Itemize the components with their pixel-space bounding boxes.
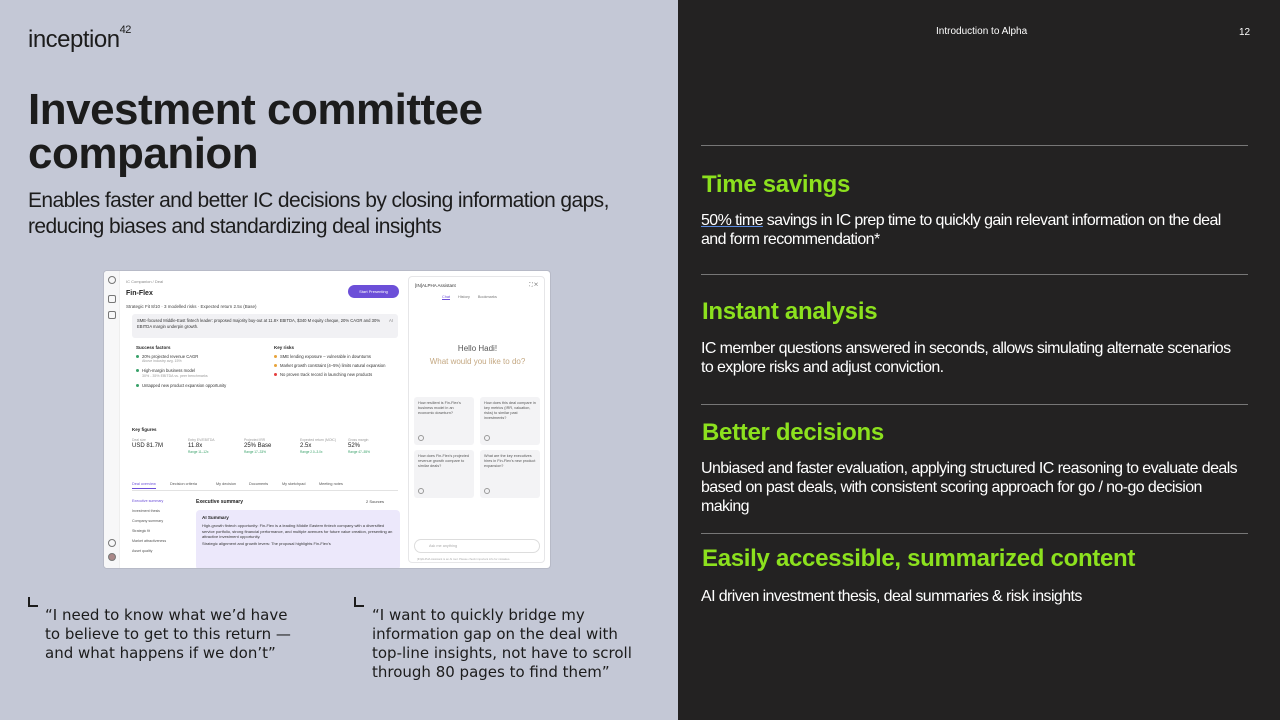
assistant-tabs <box>442 295 497 300</box>
assistant-greeting: Hello Hadi! <box>457 344 498 353</box>
quote-mark-icon <box>354 597 364 607</box>
key-figure <box>188 438 242 454</box>
better-decisions-body: Unbiased and faster evaluation, applying structured IC reasoning to evaluate deals based on past deals, with consistent scoring approach for go / no-go decision making <box>701 460 1238 515</box>
tab-documents[interactable]: Documents <box>249 482 269 486</box>
suggestion-card[interactable] <box>414 397 474 445</box>
tab-decision-criteria[interactable]: Decision criteria <box>170 482 198 486</box>
figure-label: Expected return (MOIC) <box>300 438 336 442</box>
app-logo-icon <box>108 276 116 284</box>
divider <box>701 533 1248 534</box>
nav-item-strategic-fit[interactable]: Strategic fit <box>132 529 150 533</box>
success-item <box>136 368 266 378</box>
time-savings-text: savings in IC prep time to quickly gain relevant information on the deal and form recommendation* <box>701 212 1221 248</box>
nav-item-asset-quality[interactable]: Asset quality <box>132 549 153 553</box>
key-figures-title: Key figures <box>132 427 157 432</box>
assistant-title: [IN]ALPHA Assistant <box>415 283 456 288</box>
user-avatar[interactable] <box>108 553 116 561</box>
key-figure <box>348 438 402 454</box>
arrow-icon <box>484 488 490 494</box>
app-sidebar-rail <box>104 271 120 568</box>
tab-chat[interactable]: Chat <box>442 295 451 299</box>
figure-value: 25% Base <box>244 443 272 449</box>
figure-sub: Range 17–33% <box>244 450 266 454</box>
arrow-icon <box>418 488 424 494</box>
figure-label: Deal size <box>132 438 146 442</box>
orange-dot-icon <box>274 355 277 358</box>
divider <box>701 274 1248 275</box>
deal-meta: Strategic Fit 8/10 · 3 modelled risks · Expected return 2.5x (Base) <box>126 304 257 309</box>
breadcrumb[interactable]: IC Companion / Deal <box>126 279 164 284</box>
nav-item-company-summary[interactable]: Company summary <box>132 519 164 523</box>
tab-my-sketchpad[interactable]: My sketchpad <box>282 482 306 486</box>
start-presenting-button[interactable]: Start Presenting <box>348 285 399 298</box>
tab-history[interactable]: History <box>458 295 470 299</box>
instant-analysis-title: Instant analysis <box>702 298 878 325</box>
nav-item-market-attractiveness[interactable]: Market attractiveness <box>132 539 167 543</box>
section-nav <box>132 499 187 559</box>
success-text: High-margin business model <box>142 368 196 374</box>
figure-value: 11.8x <box>188 443 203 449</box>
nav-item-investment-thesis[interactable]: Investment thesis <box>132 509 160 513</box>
key-figure <box>244 438 298 454</box>
page-subtitle: Enables faster and better IC decisions by closing information gaps, reducing biases and standardizing deal insights <box>28 189 609 238</box>
assistant-disclaimer: [IN]ALPHA Assistant is an AI tool. Please check important info for mistakes. <box>417 557 511 561</box>
ai-summary-text-2: Strategic alignment and growth levers: The proposal highlights Fin-Flex's <box>202 541 331 547</box>
orange-dot-icon <box>274 364 277 367</box>
suggestion-card[interactable] <box>414 450 474 498</box>
red-dot-icon <box>274 373 277 376</box>
ai-summary-box <box>196 510 400 568</box>
risk-item <box>274 363 404 368</box>
section-header: Introduction to Alpha <box>936 26 1028 37</box>
key-risks <box>274 345 404 382</box>
figure-value: 2.5x <box>300 443 312 449</box>
tab-meeting-notes[interactable]: Meeting notes <box>319 482 343 486</box>
green-dot-icon <box>136 369 139 372</box>
suggestion-card[interactable] <box>480 397 540 445</box>
page-title: Investment committee companion <box>28 85 483 178</box>
executive-summary-title: Executive summary <box>196 499 243 505</box>
tab-my-decision[interactable]: My decision <box>216 482 237 486</box>
ai-summary-title: AI Summary <box>202 515 229 520</box>
app-screenshot <box>104 271 550 568</box>
risk-text: SME lending exposure – vulnerable in downturns <box>280 354 372 359</box>
key-figure <box>132 438 186 449</box>
quote-2: “I want to quickly bridge my information gap on the deal with top-line insights, not have to scroll through 80 pages to find them” <box>372 606 632 681</box>
success-note: Above industry avg. 15% <box>142 359 182 364</box>
close-icon[interactable]: ⛶ ✕ <box>529 282 538 288</box>
arrow-icon <box>484 435 490 441</box>
key-figure <box>300 438 354 454</box>
success-note: 30% - 35% EBITDA vs. peer benchmarks <box>142 373 208 378</box>
deal-tabs <box>132 481 398 491</box>
figure-label: Entry EV/EBITDA <box>188 438 215 442</box>
deal-description <box>132 314 398 338</box>
divider <box>701 145 1248 146</box>
time-savings-body <box>701 211 1241 249</box>
assistant-panel <box>408 276 545 563</box>
figure-sub: Range 2.0–3.0x <box>300 450 323 454</box>
figure-sub: Range 11–12x <box>188 450 209 454</box>
success-factors <box>136 345 266 392</box>
risk-text: Market growth constraint (4–5%) limits natural expansion <box>280 363 386 369</box>
suggestion-text: How resilient is Fin-Flex's business model in an economic downturn? <box>418 401 461 415</box>
better-decisions-title: Better decisions <box>702 419 884 446</box>
arrow-icon <box>418 435 424 441</box>
accessible-content-body: AI driven investment thesis, deal summaries & risk insights <box>701 588 1082 605</box>
suggestion-text: What are the key executives hires in Fin-Flex's new product expansion? <box>484 454 536 468</box>
ai-tag: AI <box>389 318 393 323</box>
inception-logo: inception$^{42}$ <box>28 24 131 53</box>
risk-text: No proven track record in launching new products <box>280 372 373 378</box>
success-factors-title: Success factors <box>136 345 171 350</box>
accessible-content-title: Easily accessible, summarized content <box>702 545 1136 572</box>
risk-item <box>274 372 404 377</box>
key-risks-title: Key risks <box>274 345 295 350</box>
instant-analysis-body: IC member questions answered in seconds, allows simulating alternate scenarios to explore risks and adjust conviction. <box>701 340 1231 376</box>
suggestion-text: How does this deal compare in key metrics (IRR, valuation, risks) to similar past investments? <box>484 401 536 420</box>
ai-summary-text: High-growth fintech opportunity: Fin-Flex is a leading Middle Eastern fintech company with a diversified service portfolio, strong financial performance, and multiple avenues for future value creation, presenting an attractive investment opportunity. <box>202 523 393 539</box>
divider <box>701 404 1248 405</box>
time-savings-highlight: 50% time <box>701 212 763 229</box>
suggestion-text: How does Fin-Flex's projected revenue growth compare to similar deals? <box>418 454 469 468</box>
deal-main-panel <box>126 277 402 565</box>
success-text: Untapped new product expansion opportunity <box>142 382 227 388</box>
figure-value: 52% <box>348 443 361 449</box>
time-savings-title: Time savings <box>702 171 851 198</box>
right-panel <box>678 0 1280 720</box>
figure-label: Gross margin <box>348 438 369 442</box>
figure-sub: Range 47–55% <box>348 450 370 454</box>
deal-description-text: SME-focused Middle-East fintech leader: proposed majority buy-out at 11.8× EBITDA, $340 M equity cheque, 20% CAGR and 30% EBITDA margin underpin growth. <box>137 318 381 329</box>
assistant-prompt: What would you like to do? <box>429 357 526 366</box>
tab-deal-overview[interactable]: Deal overview <box>132 482 156 489</box>
risk-item <box>274 354 404 359</box>
figure-label: Projected IRR <box>244 438 266 442</box>
figure-value: USD 81.7M <box>132 443 164 449</box>
success-item <box>136 383 266 388</box>
deal-name: Fin-Flex <box>126 290 153 297</box>
nav-item-executive-summary[interactable]: Executive summary <box>132 499 164 503</box>
quote-mark-icon <box>28 597 38 607</box>
success-text: 20% projected revenue CAGR <box>142 354 199 359</box>
ai-icon[interactable] <box>108 295 116 303</box>
document-icon[interactable] <box>108 311 116 319</box>
settings-icon[interactable] <box>108 539 116 547</box>
chat-input[interactable]: Ask me anything <box>414 539 540 553</box>
green-dot-icon <box>136 384 139 387</box>
sources-dropdown[interactable]: 2 Sources <box>366 499 385 504</box>
page-number: 12 <box>1239 27 1251 38</box>
green-dot-icon <box>136 355 139 358</box>
tab-bookmarks[interactable]: Bookmarks <box>477 295 497 299</box>
success-item <box>136 354 266 364</box>
suggestion-card[interactable] <box>480 450 540 498</box>
quote-1: “I need to know what we’d have to believe to get to this return — and what happens if we don’t” <box>45 606 291 662</box>
